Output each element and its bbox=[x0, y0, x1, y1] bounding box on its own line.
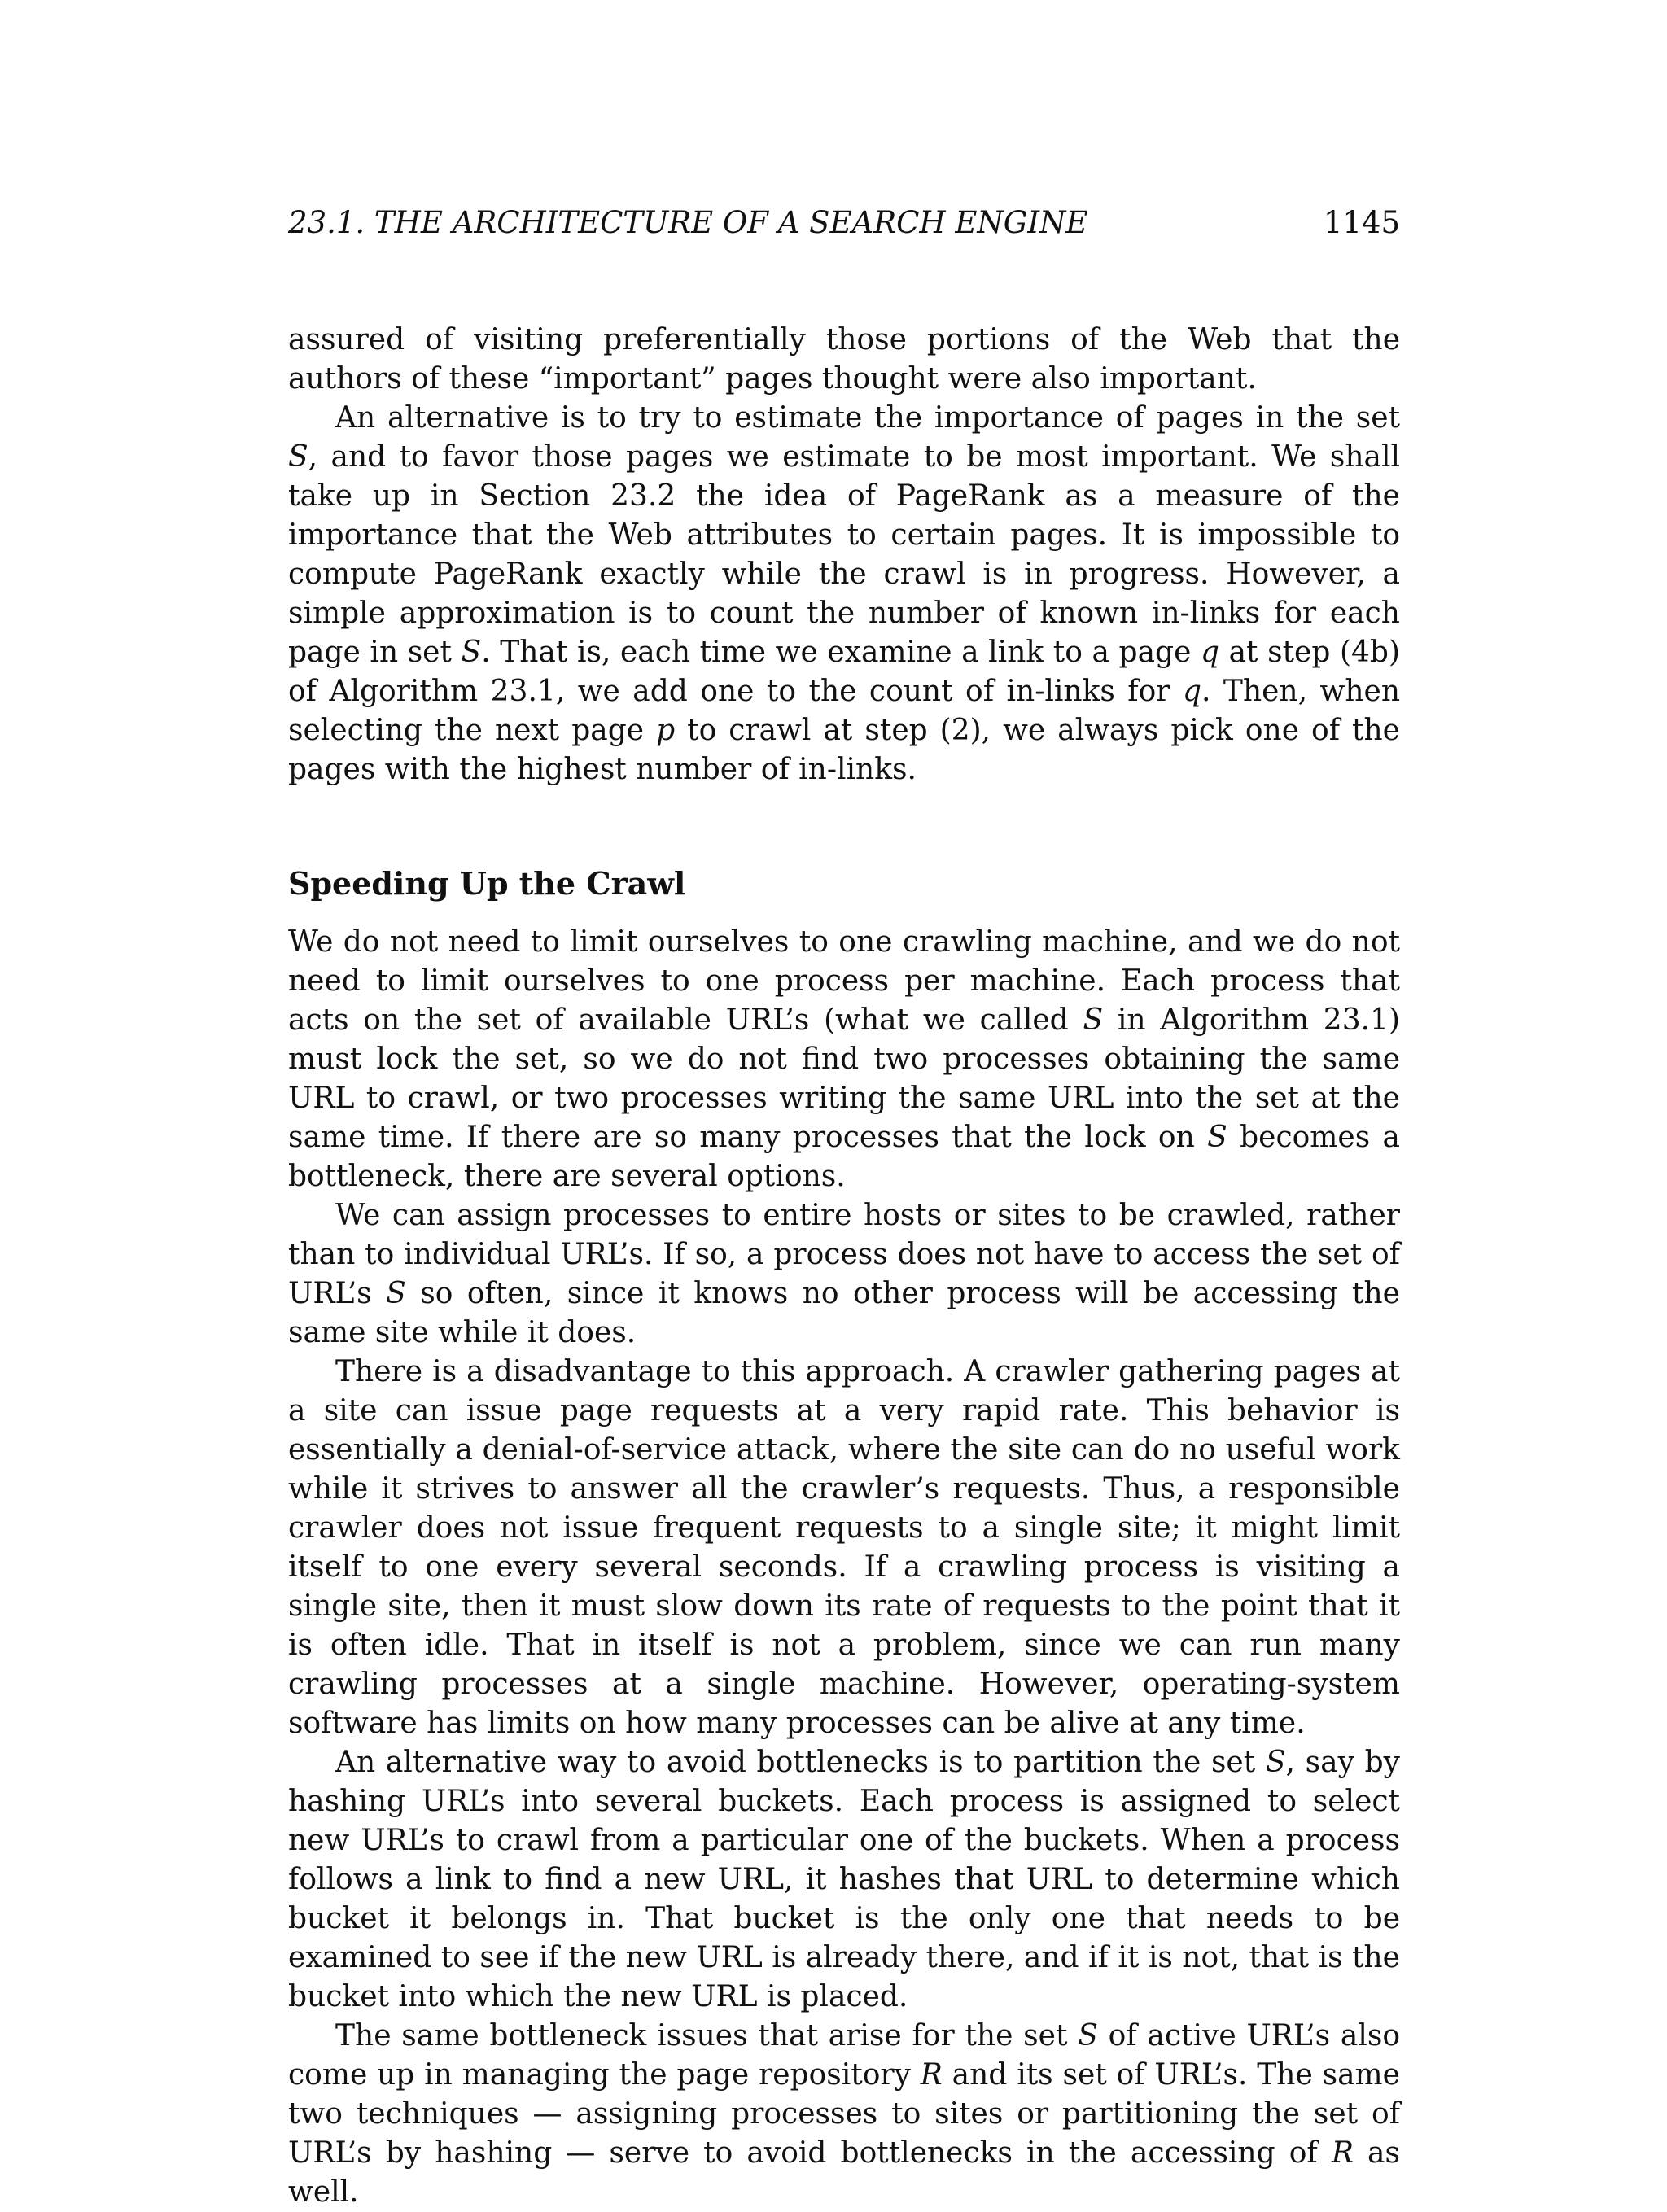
text-run: at step (4b) of Algorithm 23.1, we add one to the count of in-links for bbox=[288, 636, 1401, 708]
paragraph: There is a disadvantage to this approach. A crawler gathering pages at a site can issue page requests at a very rapid rate. This behavior is essentially a denial-of-service attack, where the site can do no useful work while it strives to answer all the crawler’s requests. Thus, a responsible crawler does not issue frequent requests to a single site; it might limit itself to one every several seconds. If a crawling process is visiting a single site, then it must slow down its rate of requests to the point that it is often idle. That in itself is not a problem, since we can run many crawling processes at a single machine. However, operating-system software has limits on how many processes can be alive at any time. bbox=[288, 1355, 1400, 1740]
math-variable: S bbox=[1078, 2019, 1098, 2052]
text-run: , say by hashing URL’s into several buckets. Each process is assigned to select new URL’s to crawl from a particular one of the buckets. When a process follows a link to find a new URL, it hashes that URL to determine which bucket it belongs in. That bucket is the only one that needs to be examined to see if the new URL is already there, and if it is not, that is the bucket into which the new URL is placed. bbox=[288, 1746, 1400, 2013]
text-run: We do not need to limit ourselves to one crawling machine, and we do not need to limit ourselves to one process per machine. Each process that acts on the set of available URL’s (what we called bbox=[288, 925, 1400, 1037]
text-run: of active URL’s also come up in managing the page repository bbox=[288, 2019, 1400, 2092]
text-run: An alternative is to try to estimate the importance of pages in the set bbox=[335, 401, 1400, 435]
math-variable: R bbox=[920, 2058, 943, 2092]
body-text bbox=[288, 321, 1400, 2212]
text-run: to crawl at step (2), we always pick one of the pages with the highest number of in-links. bbox=[288, 714, 1400, 786]
section-number: 23.1. bbox=[288, 205, 365, 240]
paragraph: assured of visiting preferentially those portions of the Web that the authors of these “important” pages thought were also important. bbox=[288, 323, 1400, 396]
running-head bbox=[288, 203, 1400, 243]
running-head-title bbox=[288, 203, 1087, 243]
page-number: 1145 bbox=[1323, 205, 1400, 240]
text-run: as well. bbox=[288, 2136, 1400, 2209]
text-run: becomes a bottleneck, there are several options. bbox=[288, 1121, 1400, 1193]
math-variable: S bbox=[1207, 1121, 1227, 1154]
text-run: The same bottleneck issues that arise for the set bbox=[335, 2019, 1079, 2052]
paragraph bbox=[288, 923, 1400, 1196]
text-run: We can assign processes to entire hosts or sites to be crawled, rather than to individual URL’s. If so, a process does not have to access the set of URL’s bbox=[288, 1199, 1400, 1310]
paragraph bbox=[288, 1743, 1400, 2017]
math-variable: S bbox=[1083, 1003, 1104, 1037]
math-variable: S bbox=[386, 1277, 406, 1310]
text-run: . Then, when selecting the next page bbox=[288, 675, 1401, 747]
section-heading: Speeding Up the Crawl bbox=[288, 865, 686, 902]
text-run: and its set of URL’s. The same two techniques — assigning processes to sites or partitioning the set of URL’s by hashing — serve to avoid bottlenecks in the accessing of bbox=[288, 2058, 1400, 2170]
math-variable: q bbox=[1182, 675, 1202, 708]
math-variable: q bbox=[1200, 636, 1220, 669]
text-run: An alternative way to avoid bottlenecks is to partition the set bbox=[335, 1746, 1266, 1779]
math-variable: R bbox=[1331, 2136, 1354, 2170]
text-run: so often, since it knows no other process will be accessing the same site while it does. bbox=[288, 1277, 1400, 1349]
text-run: . That is, each time we examine a link to a page bbox=[481, 636, 1201, 669]
book-page bbox=[288, 203, 1400, 2212]
text-run: in Algorithm 23.1) must lock the set, so we do not find two processes obtaining the same URL to crawl, or two processes writing the same URL into the set at the same time. If there are so many processes that the lock on bbox=[288, 1003, 1400, 1154]
math-variable: S bbox=[1265, 1746, 1286, 1779]
math-variable: S bbox=[288, 440, 308, 474]
paragraph bbox=[288, 1196, 1400, 1353]
paragraph bbox=[288, 399, 1400, 789]
text-run: , and to favor those pages we estimate to be most important. We shall take up in Section 23.2 the idea of PageRank as a measure of the importance that the Web attributes to certain pages. It is impossible to compute PageRank exactly while the crawl is in progress. However, a simple approximation is to count the number of known in-links for each page in set bbox=[288, 440, 1400, 669]
math-variable: S bbox=[461, 636, 482, 669]
paragraph bbox=[288, 2017, 1400, 2212]
math-variable: p bbox=[656, 714, 676, 747]
chapter-title: THE ARCHITECTURE OF A SEARCH ENGINE bbox=[374, 205, 1088, 240]
